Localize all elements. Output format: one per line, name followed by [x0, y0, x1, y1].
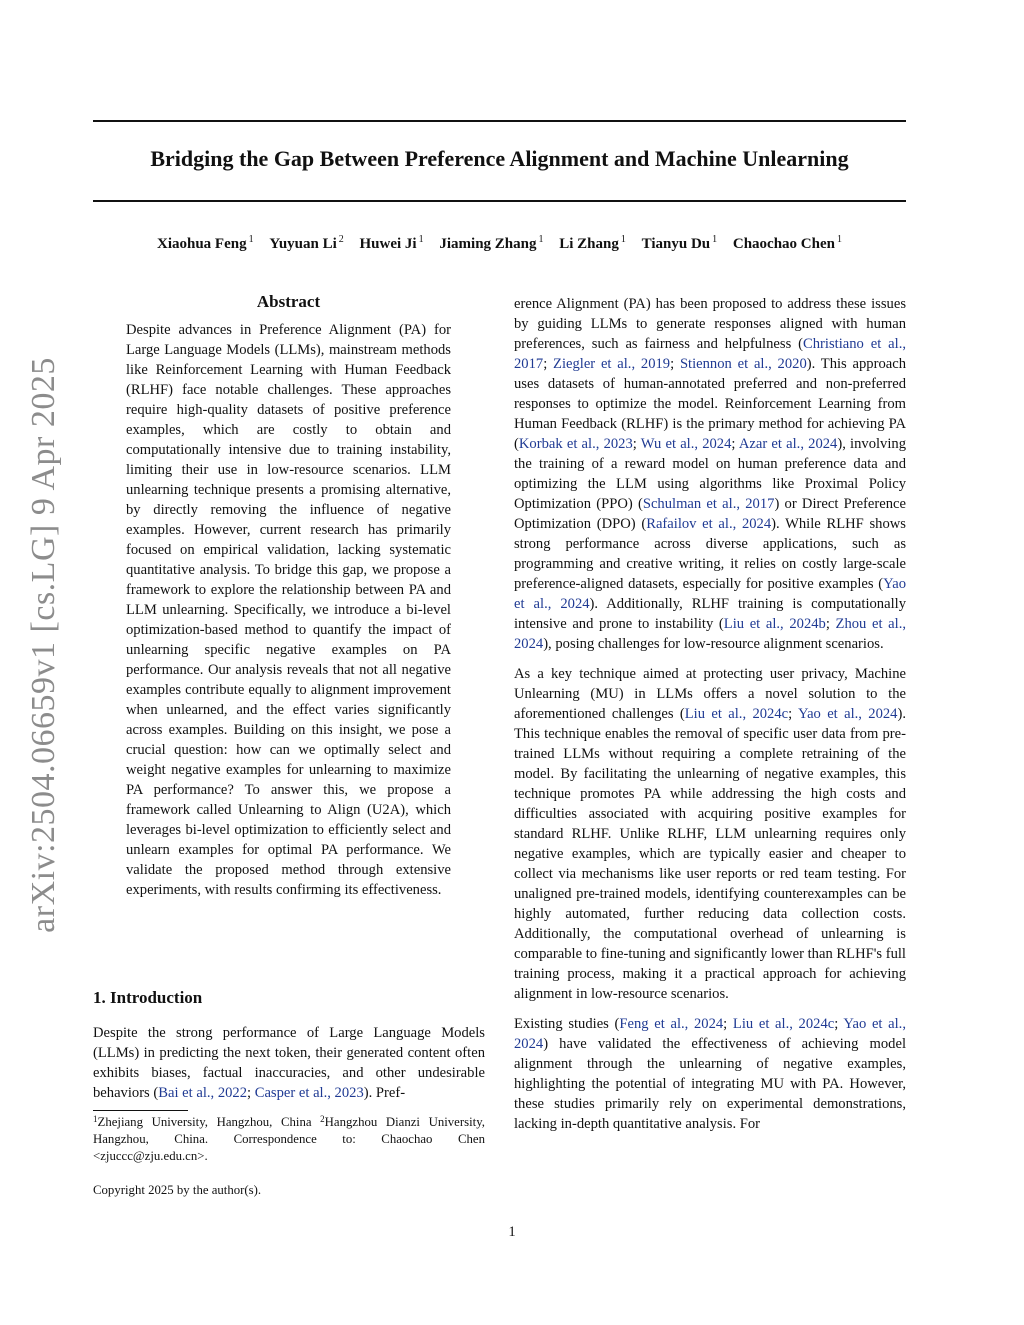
citation-link[interactable]: Yao et al., 2024	[514, 1016, 906, 1052]
abstract-section	[126, 292, 451, 900]
author-affiliation: 1	[248, 234, 254, 245]
citation-link[interactable]: Yao et al., 2024	[798, 706, 898, 722]
text: ), posing challenges for low-resource alignment scenarios.	[543, 636, 884, 652]
text: ). Pref-	[363, 1085, 406, 1101]
citation-link[interactable]: Casper et al., 2023	[254, 1085, 364, 1101]
arxiv-identifier-stamp: arXiv:2504.06659v1 [cs.LG] 9 Apr 2025	[25, 357, 62, 933]
text: ;	[723, 1016, 733, 1032]
author-affiliation: 1	[836, 234, 842, 245]
footnote-rule	[93, 1110, 188, 1111]
author-list	[93, 236, 906, 253]
citation-link[interactable]: Schulman et al., 2017	[642, 496, 775, 512]
text: ). While RLHF shows strong performance across diverse applications, such as programming and creative writing, it relies on costly large-scale preference-aligned datasets, especially for positive examples (	[514, 516, 906, 592]
text: ;	[834, 1016, 844, 1032]
author	[559, 236, 626, 252]
citation-link[interactable]: Korbak et al., 2023	[518, 436, 633, 452]
author-affiliation: 1	[538, 234, 544, 245]
abstract-heading: Abstract	[256, 292, 321, 311]
page-number: 1	[508, 1224, 516, 1240]
citation-link[interactable]: Feng et al., 2024	[619, 1016, 724, 1032]
introduction-section	[93, 987, 485, 1103]
author	[642, 236, 718, 252]
text: ;	[632, 436, 641, 452]
citation-link[interactable]: Liu et al., 2024b	[723, 616, 826, 632]
footnote-marker: 2	[320, 1114, 325, 1124]
text: As a key technique aimed at protecting user privacy, Machine Unlearning (MU) in LLMs offers a novel solution to the aforementioned challenges (	[514, 666, 906, 722]
text: ) have validated the effectiveness of achieving model alignment through the unlearning of negative examples, highlighting the potential of integrating MU with PA. However, these studies primarily rely on experimental demonstrations, lacking in-depth quantitative analysis. For	[514, 1036, 906, 1132]
abstract-text: Despite advances in Preference Alignment (PA) for Large Language Models (LLMs), mainstream methods like Reinforcement Learning with Human Feedback (RLHF) face notable challenges. These approaches require high-quality datasets of positive preference examples, which are costly to obtain and computationally intensive due to training instability, limiting their use in low-resource scenarios. LLM unlearning technique presents a promising alternative, by directly removing the influence of negative examples. However, current research has primarily focused on empirical validation, lacking systematic quantitative analysis. To bridge this gap, we propose a framework to explore the relationship between PA and LLM unlearning. Specifically, we introduce a bi-level optimization-based method to quantify the impact of unlearning specific negative examples on PA performance. Our analysis reveals that not all negative examples contribute equally to alignment improvement when unlearned, and the effect varies significantly across examples. Building on this insight, we pose a crucial question: how can we optimally select and weight negative examples for unlearning to maximize PA performance? To answer this, we propose a framework called Unlearning to Align (U2A), which leverages bi-level optimization to efficiently select and unlearn examples for optimal PA performance. We validate the proposed method through extensive experiments, with results confirming its effectiveness.	[126, 322, 451, 898]
citation-link[interactable]: Zhou et al., 2024	[514, 616, 906, 652]
paper-title: Bridging the Gap Between Preference Alignment and Machine Unlearning	[150, 146, 849, 171]
citation-link[interactable]: Yao et al., 2024	[514, 576, 906, 612]
body-paragraph	[514, 664, 906, 1004]
title-top-rule	[93, 120, 906, 122]
text: Despite the strong performance of Large Language Models (LLMs) in predicting the next token, their generated content often exhibits biases, factual inaccuracies, and other undesirable behaviors (	[93, 1025, 485, 1101]
text: ;	[788, 706, 798, 722]
author	[269, 236, 343, 252]
citation-link[interactable]: Wu et al., 2024	[640, 436, 732, 452]
text: ). Additionally, RLHF training is computationally intensive and prone to instability (	[514, 596, 906, 632]
text: ;	[731, 436, 739, 452]
introduction-heading: 1. Introduction	[93, 988, 203, 1007]
text: ;	[825, 616, 836, 632]
author-name: Jiaming Zhang	[439, 236, 537, 252]
author	[157, 236, 254, 252]
text: ). This approach uses datasets of human-annotated preferred and non-preferred responses to optimize the model. Reinforcement Learning from Human Feedback (RLHF) is the primary method for achieving PA (	[514, 356, 906, 452]
footnote-text: Zhejiang University, Hangzhou, China	[97, 1115, 321, 1129]
author	[360, 236, 424, 252]
author-affiliation: 1	[712, 234, 718, 245]
text: Existing studies (	[514, 1016, 620, 1032]
text: ;	[543, 356, 554, 372]
title-bottom-rule	[93, 200, 906, 202]
author-affiliation: 1	[620, 234, 626, 245]
body-paragraph	[514, 1014, 906, 1134]
author-name: Huwei Ji	[359, 236, 417, 252]
citation-link[interactable]: Christiano et al., 2017	[514, 336, 906, 372]
footnote-text: Hangzhou Dianzi University, Hangzhou, China. Correspondence to: Chaochao Chen <zjuccc@zju.edu.cn>.	[93, 1115, 485, 1163]
body-paragraph	[514, 294, 906, 654]
citation-link[interactable]: Liu et al., 2024c	[684, 706, 789, 722]
citation-link[interactable]: Rafailov et al., 2024	[646, 516, 772, 532]
copyright-notice: Copyright 2025 by the author(s).	[93, 1183, 262, 1197]
author-name: Chaochao Chen	[732, 236, 835, 252]
author-name: Yuyuan Li	[269, 236, 337, 252]
citation-link[interactable]: Azar et al., 2024	[738, 436, 838, 452]
introduction-paragraph	[93, 1023, 485, 1103]
footnote-marker: 1	[93, 1114, 98, 1124]
author-name: Tianyu Du	[641, 236, 711, 252]
text: ). This technique enables the removal of specific user data from pre-trained LLMs without requiring a complete retraining of the model. By facilitating the unlearning of negative examples, this technique promotes PA while addressing the high costs and difficulties associated with acquiring positive examples for standard RLHF. Unlike RLHF, LLM unlearning requires only negative examples, which are typically easier and cheaper to collect via mechanisms like user reports or red team testing. For unaligned pre-trained models, identifying counterexamples can be highly automated, further reducing data collection costs. Additionally, the computational overhead of unlearning is comparable to fine-tuning and significantly lower than RLHF's full training process, making it a practical approach for achieving alignment in low-resource scenarios.	[514, 706, 906, 1002]
author-affiliation: 1	[418, 234, 424, 245]
text: ) or Direct Preference Optimization (DPO) (	[514, 496, 906, 532]
author-name: Xiaohua Feng	[157, 236, 247, 252]
author	[733, 236, 842, 252]
affiliation-footnote	[93, 1114, 485, 1165]
citation-link[interactable]: Ziegler et al., 2019	[553, 356, 671, 372]
author	[439, 236, 543, 252]
citation-link[interactable]: Bai et al., 2022	[158, 1085, 248, 1101]
text: erence Alignment (PA) has been proposed to address these issues by guiding LLMs to generate responses aligned with human preferences, such as fairness and helpfulness (	[514, 296, 906, 352]
citation-link[interactable]: Liu et al., 2024c	[732, 1016, 835, 1032]
right-column	[514, 294, 906, 1134]
author-affiliation: 2	[338, 234, 344, 245]
text: ), involving the training of a reward model on human preference data and optimizing the LLM using algorithms like Proximal Policy Optimization (PPO) (	[514, 436, 906, 512]
text: ;	[247, 1085, 255, 1101]
citation-link[interactable]: Stiennon et al., 2020	[679, 356, 807, 372]
text: ;	[670, 356, 680, 372]
author-name: Li Zhang	[559, 236, 619, 252]
